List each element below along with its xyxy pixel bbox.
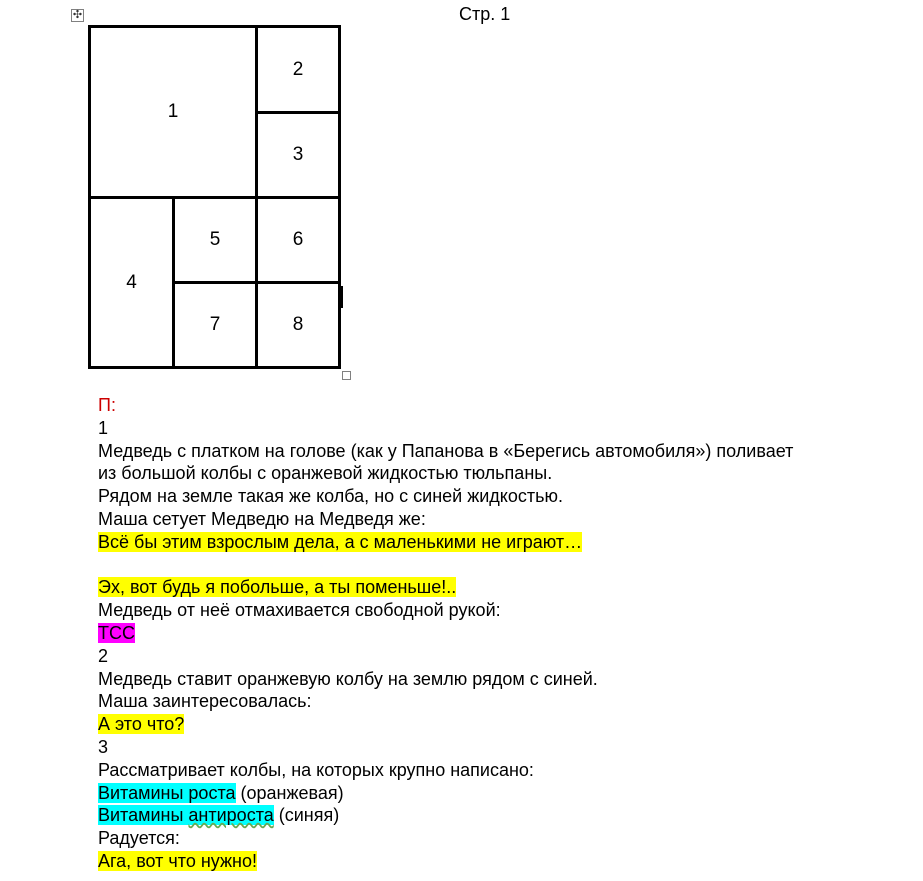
flask-label-antigrowth	[98, 804, 898, 827]
panel-1-description: Медведь с платком на голове (как у Папанова в «Берегись автомобиля») поливает	[98, 440, 794, 461]
table-move-handle-icon[interactable]: ✣	[72, 9, 83, 21]
panel-number: 1	[167, 101, 179, 122]
page-number: Стр. 1	[459, 4, 511, 24]
flask-label-word: Витамины	[98, 805, 189, 826]
panel-1-description: из большой колбы с оранжевой жидкостью тюльпаны.	[98, 463, 553, 484]
flask-label-growth	[98, 782, 898, 805]
masha-dialogue: Эх, вот будь я побольше, а ты поменьше!..	[98, 577, 457, 598]
blank-line	[98, 554, 898, 577]
panel-cell-4[interactable]	[88, 196, 175, 369]
panel-cell-5[interactable]	[172, 196, 258, 284]
flask-label-text	[98, 805, 274, 825]
panel-number: 4	[126, 271, 137, 293]
panel-cell-8[interactable]	[255, 281, 341, 369]
panel-number: 3	[292, 144, 304, 165]
masha-intro: Маша заинтересовалась:	[98, 691, 312, 712]
reaction-intro: Радуется:	[98, 828, 180, 849]
masha-intro: Маша сетует Медведю на Медведя же:	[98, 508, 426, 529]
panel-cell-2[interactable]	[255, 25, 341, 114]
script-heading: П:	[98, 395, 116, 415]
text-cursor	[341, 286, 343, 308]
script-text[interactable]	[98, 394, 898, 873]
flask-color-note: (синяя)	[273, 805, 340, 826]
panel-number: 5	[209, 229, 221, 250]
panel-3-number: 3	[98, 736, 109, 757]
panel-cell-6[interactable]	[255, 196, 341, 284]
panel-cell-7[interactable]	[172, 281, 258, 369]
panel-3-description: Рассматривает колбы, на которых крупно написано:	[98, 759, 534, 780]
table-resize-handle[interactable]	[342, 371, 351, 380]
panel-cell-3[interactable]	[255, 111, 341, 199]
panel-2-number: 2	[98, 645, 109, 666]
bear-dialogue: ТСС	[98, 622, 135, 643]
flask-color-note: (оранжевая)	[235, 782, 344, 803]
panel-cell-1[interactable]	[88, 25, 258, 199]
flask-label-text: Витамины роста	[98, 782, 236, 803]
spellcheck-underlined-word: антироста	[188, 805, 274, 826]
panel-layout-grid	[88, 25, 341, 369]
panel-number: 8	[292, 314, 304, 335]
bear-intro: Медведь от неё отмахивается свободной рукой:	[98, 600, 501, 621]
panel-2-description: Медведь ставит оранжевую колбу на землю рядом с синей.	[98, 668, 598, 689]
masha-dialogue: А это что?	[98, 714, 185, 735]
masha-dialogue: Всё бы этим взрослым дела, а с маленькими не играют…	[98, 531, 583, 552]
panel-number: 2	[292, 58, 304, 80]
panel-1-number: 1	[98, 417, 109, 438]
panel-1-description: Рядом на земле такая же колба, но с синей жидкостью.	[98, 486, 564, 507]
masha-dialogue: Ага, вот что нужно!	[98, 850, 257, 871]
panel-number: 6	[292, 229, 304, 250]
panel-number: 7	[209, 314, 221, 335]
